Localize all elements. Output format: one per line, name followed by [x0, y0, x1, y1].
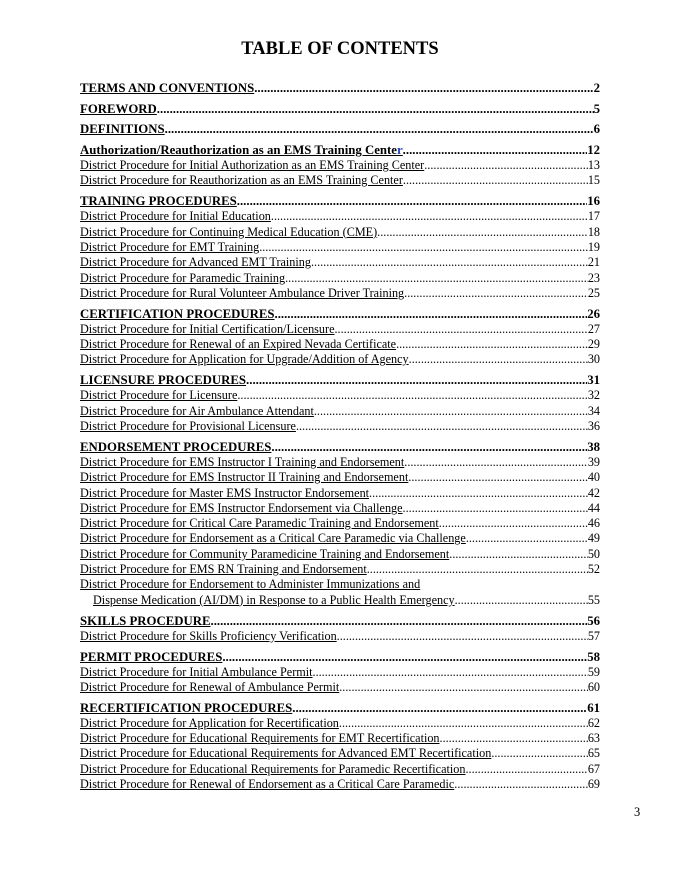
toc-page-number: 17: [587, 209, 600, 224]
toc-entry[interactable]: [80, 746, 600, 761]
toc-page-number: 49: [587, 531, 600, 546]
dot-leader: [424, 158, 588, 173]
toc-entry[interactable]: [80, 352, 600, 367]
toc-entry-label: District Procedure for Endorsement to Administer Immunizations and: [80, 577, 421, 592]
toc-section-heading[interactable]: [80, 649, 600, 665]
dot-leader: [403, 142, 588, 158]
toc-entry[interactable]: [80, 716, 600, 731]
toc-entry-label: District Procedure for Application for Recertification: [80, 715, 339, 730]
toc-entry-label: District Procedure for Paramedic Training: [80, 270, 286, 285]
toc-page-number: 50: [587, 546, 600, 561]
toc-entry[interactable]: [80, 731, 600, 746]
toc-page-number: 44: [587, 500, 600, 515]
toc-page-number: 58: [587, 649, 600, 664]
dot-leader: [404, 455, 588, 470]
toc-heading-label: TRAINING PROCEDURES: [80, 194, 237, 209]
toc-heading-label: PERMIT PROCEDURES: [80, 649, 223, 664]
toc-page-number: 52: [587, 562, 600, 577]
dot-leader: [339, 716, 588, 731]
dot-leader: [465, 762, 587, 777]
toc-page-number: 29: [587, 337, 600, 352]
toc-heading-label: LICENSURE PROCEDURES: [80, 373, 247, 388]
toc-page-number: 30: [587, 352, 600, 367]
toc-page-number: 61: [587, 700, 600, 715]
toc-entry-label: District Procedure for Renewal of Endorsement as a Critical Care Paramedic: [80, 777, 455, 792]
toc-page-number: 27: [587, 321, 600, 336]
dot-leader: [259, 240, 588, 255]
toc-entry-label: District Procedure for Continuing Medical Education (CME): [80, 224, 378, 239]
dot-leader: [222, 649, 587, 665]
toc-entry[interactable]: [80, 404, 600, 419]
toc-page-number: 31: [587, 373, 600, 388]
toc-entry[interactable]: [80, 419, 600, 434]
toc-page-number: 59: [587, 664, 600, 679]
toc-page-number: 62: [587, 715, 600, 730]
dot-leader: [403, 173, 588, 188]
toc-page-number: 55: [587, 592, 600, 607]
dot-leader: [449, 547, 588, 562]
page-number: 3: [634, 805, 641, 819]
dot-leader: [491, 746, 588, 761]
toc-heading-label: FOREWORD: [80, 101, 157, 116]
toc-page-number: 40: [587, 470, 600, 485]
toc-entry[interactable]: [80, 240, 600, 255]
toc-page-number: 39: [587, 454, 600, 469]
toc-entry-label: District Procedure for Reauthorization as an EMS Training Center: [80, 173, 403, 188]
toc-page-number: 63: [587, 731, 600, 746]
toc-entry-label: District Procedure for Air Ambulance Attendant: [80, 403, 314, 418]
dot-leader: [454, 777, 588, 792]
dot-leader: [377, 225, 588, 240]
toc-entry-label: District Procedure for Educational Requirements for EMT Recertification: [80, 731, 440, 746]
table-of-contents: [80, 80, 600, 792]
toc-entry-label: District Procedure for Initial Certification/Licensure: [80, 321, 335, 336]
toc-entry-continuation[interactable]: [80, 593, 600, 608]
toc-entry[interactable]: [80, 629, 600, 644]
dot-leader: [296, 419, 588, 434]
toc-entry-label: District Procedure for Initial Ambulance Permit: [80, 664, 313, 679]
toc-heading-label: TERMS AND CONVENTIONS: [80, 81, 255, 95]
toc-page-number: 56: [587, 613, 600, 628]
toc-entry[interactable]: [80, 762, 600, 777]
toc-entry-label: District Procedure for Skills Proficiency Verification: [80, 628, 337, 643]
dot-leader: [403, 501, 588, 516]
dot-leader: [440, 731, 588, 746]
toc-entry-label: District Procedure for Provisional Licensure: [80, 418, 296, 433]
toc-entry-label: District Procedure for Application for Upgrade/Addition of Agency: [80, 352, 409, 367]
toc-entry[interactable]: [80, 209, 600, 224]
toc-page-number: 60: [587, 679, 600, 694]
toc-section-heading[interactable]: [80, 101, 600, 117]
toc-entry-label: District Procedure for Community Paramedicine Training and Endorsement: [80, 546, 450, 561]
dot-leader: [466, 531, 588, 546]
toc-entry[interactable]: [80, 225, 600, 240]
toc-page-number: 13: [587, 158, 600, 173]
toc-entry-label: District Procedure for Renewal of an Expired Nevada Certificate: [80, 337, 397, 352]
toc-entry-label: District Procedure for EMS RN Training and Endorsement: [80, 562, 367, 577]
toc-entry[interactable]: [80, 562, 600, 577]
dot-leader: [314, 404, 588, 419]
toc-page-number: 36: [587, 418, 600, 433]
toc-entry[interactable]: [80, 680, 600, 695]
toc-page-number: 65: [587, 746, 600, 761]
toc-heading-label: SKILLS PROCEDURE: [80, 613, 211, 628]
toc-entry-label: District Procedure for Licensure: [80, 388, 238, 403]
toc-entry[interactable]: [80, 388, 600, 403]
dot-leader: [237, 193, 587, 209]
toc-section-heading[interactable]: [80, 121, 600, 137]
toc-entry[interactable]: [80, 547, 600, 562]
toc-entry[interactable]: [80, 455, 600, 470]
toc-entry[interactable]: [80, 777, 600, 792]
toc-entry[interactable]: [80, 337, 600, 352]
dot-leader: [409, 352, 588, 367]
toc-section-heading[interactable]: [80, 372, 600, 388]
toc-page-number: 6: [593, 122, 600, 137]
page-title: TABLE OF CONTENTS: [241, 39, 439, 59]
toc-entry[interactable]: [80, 286, 600, 301]
dot-leader: [292, 700, 587, 716]
toc-entry-label: [80, 593, 455, 608]
dot-leader: [211, 613, 588, 629]
toc-heading-label: CERTIFICATION PROCEDURES: [80, 306, 275, 321]
toc-page-number: 42: [587, 485, 600, 500]
dot-leader: [337, 629, 588, 644]
toc-entry-label: District Procedure for Educational Requirements for Paramedic Recertification: [80, 761, 466, 776]
toc-entry-label: District Procedure for EMT Training: [80, 239, 260, 254]
toc-entry[interactable]: [80, 665, 600, 680]
toc-entry[interactable]: [80, 322, 600, 337]
dot-leader: [313, 665, 588, 680]
toc-entry[interactable]: [80, 271, 600, 286]
toc-heading-label: DEFINITIONS: [80, 122, 165, 137]
dot-leader: [404, 286, 588, 301]
toc-entry-label: District Procedure for EMS Instructor II Training and Endorsement: [80, 470, 409, 485]
dot-leader: [396, 337, 588, 352]
toc-entry[interactable]: [80, 173, 600, 188]
toc-entry[interactable]: [80, 255, 600, 270]
toc-page-number: 46: [587, 516, 600, 531]
dot-leader: [311, 255, 588, 270]
toc-page-number: 21: [587, 255, 600, 270]
toc-page-number: 69: [587, 777, 600, 792]
toc-page-number: 12: [587, 143, 600, 158]
toc-entry-label: District Procedure for Initial Authorization as an EMS Training Center: [80, 158, 425, 173]
toc-heading-label: ENDORSEMENT PROCEDURES: [80, 439, 272, 454]
toc-page-number: 16: [587, 194, 600, 209]
toc-heading-label: RECERTIFICATION PROCEDURES: [80, 700, 293, 715]
toc-entry-label: District Procedure for Master EMS Instructor Endorsement: [80, 485, 370, 500]
dot-leader: [246, 372, 587, 388]
toc-entry-label: District Procedure for Critical Care Paramedic Training and Endorsement: [80, 516, 439, 531]
toc-entry[interactable]: [80, 516, 600, 531]
dot-leader: [275, 306, 588, 322]
toc-entry[interactable]: [80, 158, 600, 173]
dot-leader: [339, 680, 588, 695]
toc-page-number: 26: [587, 306, 600, 321]
dot-leader: [439, 516, 588, 531]
toc-section-heading[interactable]: [80, 439, 600, 455]
toc-entry-label: District Procedure for Renewal of Ambulance Permit: [80, 679, 340, 694]
dot-leader: [254, 80, 593, 96]
dot-leader: [367, 562, 588, 577]
dot-leader: [157, 101, 594, 117]
dot-leader: [455, 593, 588, 608]
dot-leader: [237, 388, 587, 403]
dot-leader: [408, 470, 587, 485]
dot-leader: [165, 121, 594, 137]
dot-leader: [369, 486, 588, 501]
toc-entry[interactable]: [80, 577, 600, 592]
toc-page-number: 23: [587, 270, 600, 285]
toc-entry-label: District Procedure for Educational Requirements for Advanced EMT Recertification: [80, 746, 492, 761]
dot-leader: [285, 271, 588, 286]
toc-entry[interactable]: [80, 501, 600, 516]
toc-entry-label: District Procedure for EMS Instructor Endorsement via Challenge: [80, 500, 403, 515]
toc-entry[interactable]: [80, 531, 600, 546]
toc-entry-label: District Procedure for EMS Instructor I Training and Endorsement: [80, 454, 405, 469]
toc-section-heading[interactable]: [80, 700, 600, 716]
toc-section-heading[interactable]: [80, 193, 600, 209]
toc-entry-label: District Procedure for Initial Education: [80, 209, 271, 224]
toc-page-number: 34: [587, 403, 600, 418]
toc-section-heading[interactable]: [80, 80, 600, 96]
toc-entry-label: District Procedure for Rural Volunteer Ambulance Driver Training: [80, 285, 405, 300]
toc-page-number: 32: [587, 388, 600, 403]
toc-page-number: 2: [593, 81, 600, 95]
toc-page-number: 15: [587, 173, 600, 188]
dot-leader: [271, 209, 588, 224]
toc-entry[interactable]: [80, 470, 600, 485]
toc-section-heading[interactable]: [80, 306, 600, 322]
toc-page-number: 18: [587, 224, 600, 239]
toc-page-number: 38: [587, 439, 600, 454]
toc-page-number: 67: [587, 761, 600, 776]
toc-page-number: 25: [587, 285, 600, 300]
toc-entry[interactable]: [80, 486, 600, 501]
toc-entry-label-text: Dispense Medication (AI/DM) in Response to a Public Health Emergency: [93, 592, 455, 607]
toc-entry-label: District Procedure for Advanced EMT Training: [80, 255, 311, 270]
toc-page-number: 19: [587, 239, 600, 254]
dot-leader: [335, 322, 588, 337]
toc-section-heading[interactable]: [80, 613, 600, 629]
toc-entry-label: District Procedure for Endorsement as a Critical Care Paramedic via Challenge: [80, 531, 466, 546]
toc-heading-suffix: r: [396, 143, 403, 158]
toc-section-heading[interactable]: [80, 142, 600, 158]
toc-page-number: 5: [593, 101, 600, 116]
toc-page-number: 57: [587, 628, 600, 643]
dot-leader: [271, 439, 587, 455]
toc-heading-label: Authorization/Reauthorization as an EMS Training Center: [80, 143, 403, 158]
